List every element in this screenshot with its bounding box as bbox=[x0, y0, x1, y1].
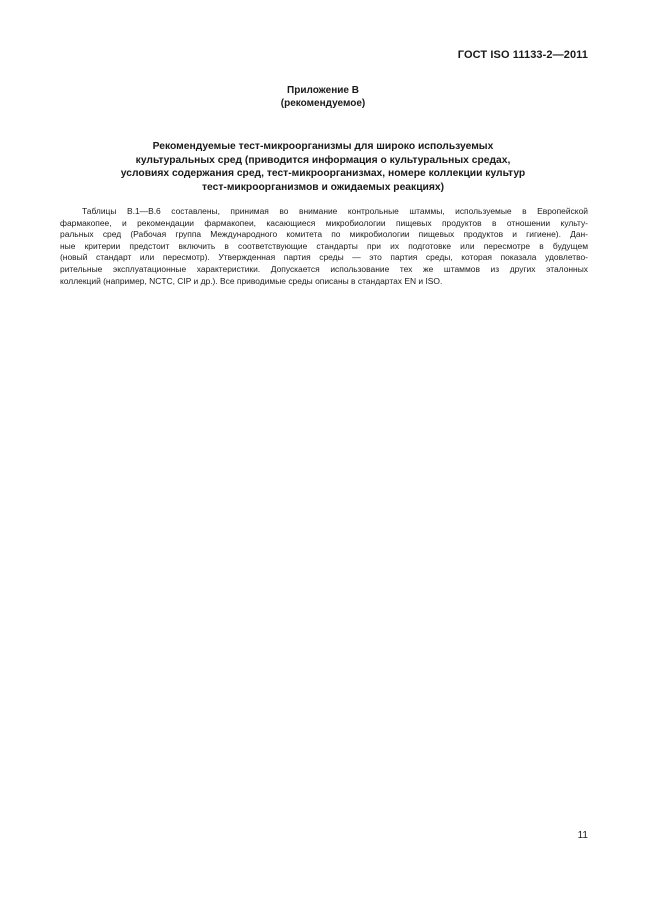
document-code: ГОСТ ISO 11133-2—2011 bbox=[457, 49, 588, 61]
paragraph-line: фармакопее, и рекомендации фармакопеи, касающиеся микробиологии пищевых продуктов в отношении культу- bbox=[60, 217, 588, 228]
section-title bbox=[60, 140, 586, 194]
title-line: культуральных сред (приводится информация о культуральных средах, bbox=[135, 154, 511, 166]
appendix-status: (рекомендуемое) bbox=[280, 98, 366, 109]
title-line: Рекомендуемые тест-микроорганизмы для широко используемых bbox=[152, 141, 494, 152]
appendix-heading bbox=[0, 84, 646, 110]
title-line: тест-микроорганизмов и ожидаемых реакциях) bbox=[201, 181, 445, 193]
paragraph-line: Таблицы В.1—В.6 составлены, принимая во внимание контрольные штаммы, используемые в Европейской bbox=[82, 206, 588, 216]
page-number: 11 bbox=[577, 830, 588, 841]
paragraph-line: ные критерии предстоит включить в соответствующие стандарты при их подготовке или пересмотре в будущем bbox=[60, 240, 588, 251]
paragraph-line: рительные эксплуатационные характеристики. Допускается использование тех же штаммов из других эталонных bbox=[60, 263, 588, 274]
paragraph-line: коллекций (например, NCTC, CIP и др.). Все приводимые среды описаны в стандартах EN и ISO. bbox=[60, 275, 443, 286]
title-line: условиях содержания сред, тест-микроорганизмах, номере коллекции культур bbox=[120, 168, 526, 180]
paragraph-line: ральных сред (Рабочая группа Международного комитета по микробиологии пищевых продуктов и гигиене). Дан- bbox=[60, 229, 588, 240]
appendix-label: Приложение В bbox=[287, 85, 359, 96]
paragraph-line: (новый стандарт или пересмотр). Утвержденная партия среды — это партия среды, которая показала удовлетво- bbox=[60, 252, 588, 263]
body-paragraph bbox=[60, 206, 588, 287]
